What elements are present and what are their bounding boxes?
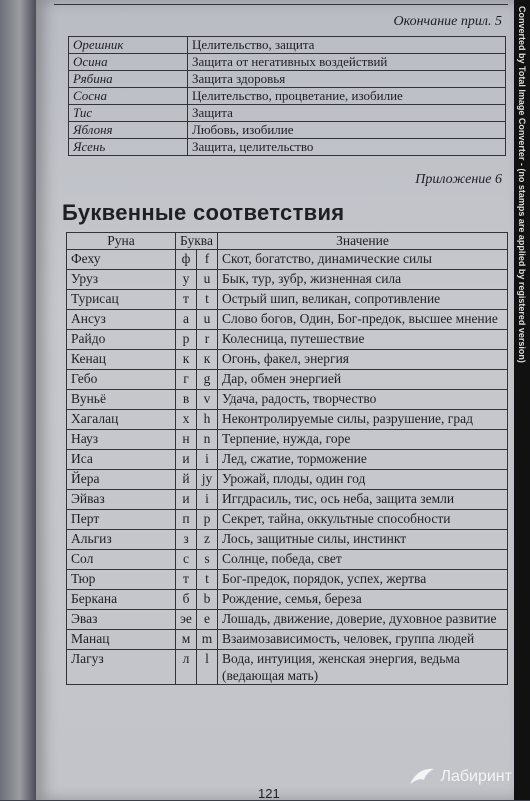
- rune-latin-letter: l: [197, 650, 218, 685]
- rune-meaning: Лошадь, движение, доверие, духовное развитие: [218, 610, 508, 630]
- rune-meaning: Лось, защитные силы, инстинкт: [218, 530, 508, 550]
- rune-cyrillic-letter: р: [176, 330, 197, 350]
- rune-name: Хагалац: [67, 410, 176, 430]
- labirint-watermark: [408, 766, 512, 788]
- tree-meaning: Защита здоровья: [188, 71, 506, 88]
- rune-cyrillic-letter: б: [176, 590, 197, 610]
- rune-row: [67, 390, 508, 410]
- rune-name: Вуньё: [67, 390, 176, 410]
- rune-name: Гебо: [67, 370, 176, 390]
- rune-latin-letter: e: [197, 610, 218, 630]
- col-rune: Руна: [67, 233, 176, 250]
- rune-meaning: Бык, тур, зубр, жизненная сила: [218, 270, 508, 290]
- rune-latin-letter: g: [197, 370, 218, 390]
- rune-latin-letter: jy: [197, 470, 218, 490]
- rune-latin-letter: h: [197, 410, 218, 430]
- rune-meaning: Бог-предок, порядок, успех, жертва: [218, 570, 508, 590]
- rune-latin-letter: v: [197, 390, 218, 410]
- rune-cyrillic-letter: и: [176, 450, 197, 470]
- bird-logo-icon: [408, 766, 436, 788]
- running-header: Окончание прил. 5: [393, 14, 502, 29]
- rune-meaning: Иггдрасиль, тис, ось неба, защита земли: [218, 490, 508, 510]
- tree-meaning: Любовь, изобилие: [188, 122, 506, 139]
- tree-meaning: Целительство, процветание, изобилие: [188, 88, 506, 105]
- tree-row: [69, 71, 506, 88]
- tree-name: Рябина: [69, 71, 188, 88]
- rune-meaning: Колесница, путешествие: [218, 330, 508, 350]
- rune-meaning: Вода, интуиция, женская энергия, ведьма (ведающая мать): [218, 650, 508, 685]
- tree-row: [69, 139, 506, 156]
- rune-row: [67, 290, 508, 310]
- rune-name: Феху: [67, 250, 176, 270]
- runes-header-row: [67, 233, 508, 250]
- rune-cyrillic-letter: л: [176, 650, 197, 685]
- rune-name: Уруз: [67, 270, 176, 290]
- rune-meaning: Взаимозависимость, человек, группа людей: [218, 630, 508, 650]
- rune-cyrillic-letter: с: [176, 550, 197, 570]
- rune-name: Перт: [67, 510, 176, 530]
- rune-row: [67, 310, 508, 330]
- rune-name: Эйваз: [67, 490, 176, 510]
- rune-row: [67, 570, 508, 590]
- tree-row: [69, 105, 506, 122]
- page-number: 121: [258, 786, 280, 801]
- rune-row: [67, 610, 508, 630]
- rune-row: [67, 550, 508, 570]
- rune-meaning: Удача, радость, творчество: [218, 390, 508, 410]
- rune-cyrillic-letter: т: [176, 290, 197, 310]
- rune-cyrillic-letter: х: [176, 410, 197, 430]
- rune-cyrillic-letter: м: [176, 630, 197, 650]
- tree-meaning: Защита: [188, 105, 506, 122]
- rune-name: Кенац: [67, 350, 176, 370]
- tree-meaning: Защита, целительство: [188, 139, 506, 156]
- rune-cyrillic-letter: к: [176, 350, 197, 370]
- rune-row: [67, 350, 508, 370]
- rune-cyrillic-letter: ф: [176, 250, 197, 270]
- rune-cyrillic-letter: г: [176, 370, 197, 390]
- rune-cyrillic-letter: н: [176, 430, 197, 450]
- top-rule: [54, 0, 508, 5]
- rune-latin-letter: m: [197, 630, 218, 650]
- book-page: [36, 0, 514, 800]
- col-meaning: Значение: [218, 233, 508, 250]
- rune-row: [67, 650, 508, 685]
- rune-meaning: Огонь, факел, энергия: [218, 350, 508, 370]
- rune-row: [67, 590, 508, 610]
- rune-name: Райдо: [67, 330, 176, 350]
- rune-meaning: Солнце, победа, свет: [218, 550, 508, 570]
- rune-row: [67, 270, 508, 290]
- rune-name: Лагуз: [67, 650, 176, 685]
- rune-cyrillic-letter: й: [176, 470, 197, 490]
- rune-name: Манац: [67, 630, 176, 650]
- rune-meaning: Урожай, плоды, один год: [218, 470, 508, 490]
- rune-cyrillic-letter: а: [176, 310, 197, 330]
- rune-latin-letter: p: [197, 510, 218, 530]
- rune-name: Турисац: [67, 290, 176, 310]
- rune-meaning: Секрет, тайна, оккультные способности: [218, 510, 508, 530]
- rune-meaning: Острый шип, великан, сопротивление: [218, 290, 508, 310]
- tree-name: Осина: [69, 54, 188, 71]
- rune-row: [67, 630, 508, 650]
- rune-row: [67, 410, 508, 430]
- rune-row: [67, 450, 508, 470]
- left-page-edge: [0, 0, 36, 800]
- rune-name: Эваз: [67, 610, 176, 630]
- tree-name: Тис: [69, 105, 188, 122]
- rune-row: [67, 530, 508, 550]
- rune-cyrillic-letter: з: [176, 530, 197, 550]
- tree-name: Орешник: [69, 37, 188, 54]
- rune-name: Сол: [67, 550, 176, 570]
- rune-row: [67, 490, 508, 510]
- col-letter: Буква: [176, 233, 218, 250]
- rune-name: Йера: [67, 470, 176, 490]
- rune-name: Тюр: [67, 570, 176, 590]
- rune-meaning: Дар, обмен энергией: [218, 370, 508, 390]
- rune-latin-letter: к: [197, 350, 218, 370]
- rune-row: [67, 510, 508, 530]
- rune-name: Альгиз: [67, 530, 176, 550]
- tree-row: [69, 54, 506, 71]
- tree-name: Ясень: [69, 139, 188, 156]
- rune-latin-letter: b: [197, 590, 218, 610]
- tree-row: [69, 122, 506, 139]
- rune-name: Беркана: [67, 590, 176, 610]
- rune-latin-letter: z: [197, 530, 218, 550]
- rune-meaning: Слово богов, Один, Бог-предок, высшее мнение: [218, 310, 508, 330]
- converter-note: Converted by Total Image Converter - (no stamps are applied by registered version): [517, 6, 527, 363]
- rune-row: [67, 470, 508, 490]
- converter-strip: [514, 0, 530, 800]
- rune-cyrillic-letter: эе: [176, 610, 197, 630]
- rune-cyrillic-letter: т: [176, 570, 197, 590]
- section-title: Буквенные соответствия: [62, 200, 345, 225]
- rune-row: [67, 250, 508, 270]
- rune-latin-letter: n: [197, 430, 218, 450]
- rune-meaning: Лед, сжатие, торможение: [218, 450, 508, 470]
- rune-latin-letter: r: [197, 330, 218, 350]
- rune-cyrillic-letter: в: [176, 390, 197, 410]
- rune-latin-letter: u: [197, 310, 218, 330]
- rune-name: Ансуз: [67, 310, 176, 330]
- rune-name: Науз: [67, 430, 176, 450]
- rune-row: [67, 330, 508, 350]
- rune-meaning: Терпение, нужда, горе: [218, 430, 508, 450]
- watermark-text: Лабиринт: [440, 768, 512, 786]
- rune-name: Иса: [67, 450, 176, 470]
- rune-row: [67, 430, 508, 450]
- tree-row: [69, 37, 506, 54]
- tree-name: Сосна: [69, 88, 188, 105]
- rune-meaning: Скот, богатство, динамические силы: [218, 250, 508, 270]
- rune-cyrillic-letter: у: [176, 270, 197, 290]
- rune-latin-letter: s: [197, 550, 218, 570]
- rune-latin-letter: u: [197, 270, 218, 290]
- rune-latin-letter: i: [197, 490, 218, 510]
- tree-meaning: Целительство, защита: [188, 37, 506, 54]
- rune-cyrillic-letter: и: [176, 490, 197, 510]
- rune-meaning: Рождение, семья, береза: [218, 590, 508, 610]
- trees-table: [68, 36, 506, 156]
- tree-meaning: Защита от негативных воздействий: [188, 54, 506, 71]
- rune-row: [67, 370, 508, 390]
- appendix-label: Приложение 6: [415, 172, 502, 187]
- rune-meaning: Неконтролируемые силы, разрушение, град: [218, 410, 508, 430]
- rune-latin-letter: t: [197, 290, 218, 310]
- tree-name: Яблоня: [69, 122, 188, 139]
- tree-row: [69, 88, 506, 105]
- rune-latin-letter: f: [197, 250, 218, 270]
- rune-latin-letter: i: [197, 450, 218, 470]
- rune-latin-letter: t: [197, 570, 218, 590]
- rune-cyrillic-letter: п: [176, 510, 197, 530]
- runes-table: [66, 232, 508, 685]
